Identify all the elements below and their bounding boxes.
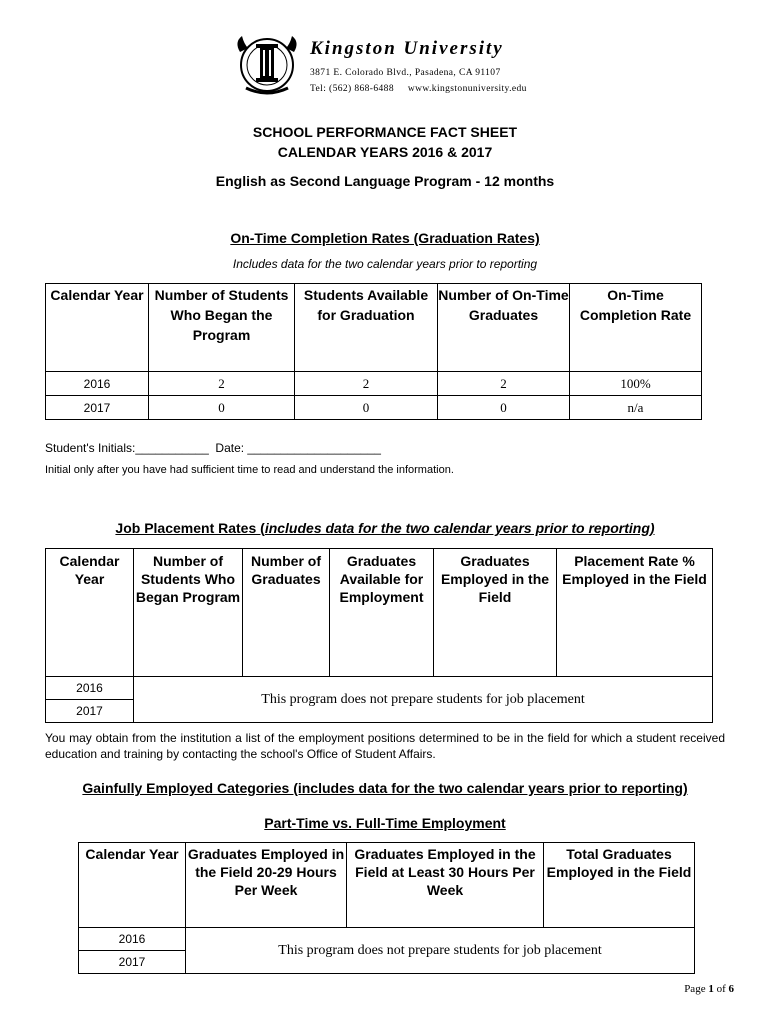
completion-table (45, 283, 702, 420)
completion-heading: On-Time Completion Rates (Graduation Rates) (230, 230, 540, 246)
initials-note: Initial only after you have had sufficient time to read and understand the information. (45, 464, 454, 476)
data-cell: 0 (295, 396, 438, 420)
column-header: Number of On-Time Graduates (438, 284, 570, 372)
no-placement-note: This program does not prepare students for job placement (134, 677, 713, 723)
university-name: Kingston University (310, 38, 504, 59)
column-header: On-Time Completion Rate (570, 284, 702, 372)
employment-list-note: You may obtain from the institution a list of the employment positions determined to be in the field for which a student received education and training by contacting the school's Office of Student Affairs. (45, 731, 725, 761)
column-header: Calendar Year (46, 549, 134, 677)
year-cell: 2017 (46, 396, 149, 420)
university-seal-logo (232, 30, 302, 100)
data-cell: 100% (570, 372, 702, 396)
column-header: Graduates Available for Employment (330, 549, 434, 677)
column-header: Calendar Year (46, 284, 149, 372)
column-header: Calendar Year (79, 843, 186, 928)
gainful-heading: Gainfully Employed Categories (includes data for the two calendar years prior to reporting) (82, 780, 688, 796)
completion-subheading: Includes data for the two calendar years prior to reporting (232, 257, 538, 271)
document-subtitle: CALENDAR YEARS 2016 & 2017 (277, 144, 493, 160)
data-cell: 0 (438, 396, 570, 420)
data-cell: n/a (570, 396, 702, 420)
university-address: 3871 E. Colorado Blvd., Pasadena, CA 91107 (310, 68, 501, 78)
gainful-table (78, 842, 695, 974)
year-cell: 2017 (79, 951, 186, 974)
program-name: English as Second Language Program - 12 months (215, 173, 555, 189)
table-row (46, 396, 702, 420)
table-header-row (46, 284, 702, 372)
data-cell: 0 (149, 396, 295, 420)
university-contact: Tel: (562) 868-6488 www.kingstonuniversity.edu (310, 84, 527, 94)
gainful-subheading: Part-Time vs. Full-Time Employment (264, 815, 506, 831)
year-cell: 2016 (46, 372, 149, 396)
page-number: Page 1 of 6 (684, 983, 734, 995)
column-header: Graduates Employed in the Field at Least 30 Hours Per Week (347, 843, 544, 928)
column-header: Graduates Employed in the Field 20-29 Hours Per Week (186, 843, 347, 928)
no-placement-note: This program does not prepare students for job placement (186, 928, 695, 974)
column-header: Students Available for Graduation (295, 284, 438, 372)
table-row (46, 372, 702, 396)
column-header: Number of Students Who Began Program (134, 549, 243, 677)
column-header: Total Graduates Employed in the Field (544, 843, 695, 928)
data-cell: 2 (295, 372, 438, 396)
student-initials-line[interactable]: Student's Initials:___________ Date: ____________________ (45, 441, 381, 455)
year-cell: 2017 (46, 700, 134, 723)
column-header: Number of Students Who Began the Program (149, 284, 295, 372)
table-row (46, 677, 713, 700)
column-header: Number of Graduates (243, 549, 330, 677)
table-header-row (79, 843, 695, 928)
year-cell: 2016 (46, 677, 134, 700)
data-cell: 2 (149, 372, 295, 396)
table-row (79, 928, 695, 951)
placement-heading: Job Placement Rates (includes data for the two calendar years prior to reporting) (115, 520, 655, 536)
data-cell: 2 (438, 372, 570, 396)
document-title: SCHOOL PERFORMANCE FACT SHEET (252, 124, 518, 140)
year-cell: 2016 (79, 928, 186, 951)
column-header: Graduates Employed in the Field (434, 549, 557, 677)
placement-table (45, 548, 713, 723)
table-header-row (46, 549, 713, 677)
column-header: Placement Rate % Employed in the Field (557, 549, 713, 677)
